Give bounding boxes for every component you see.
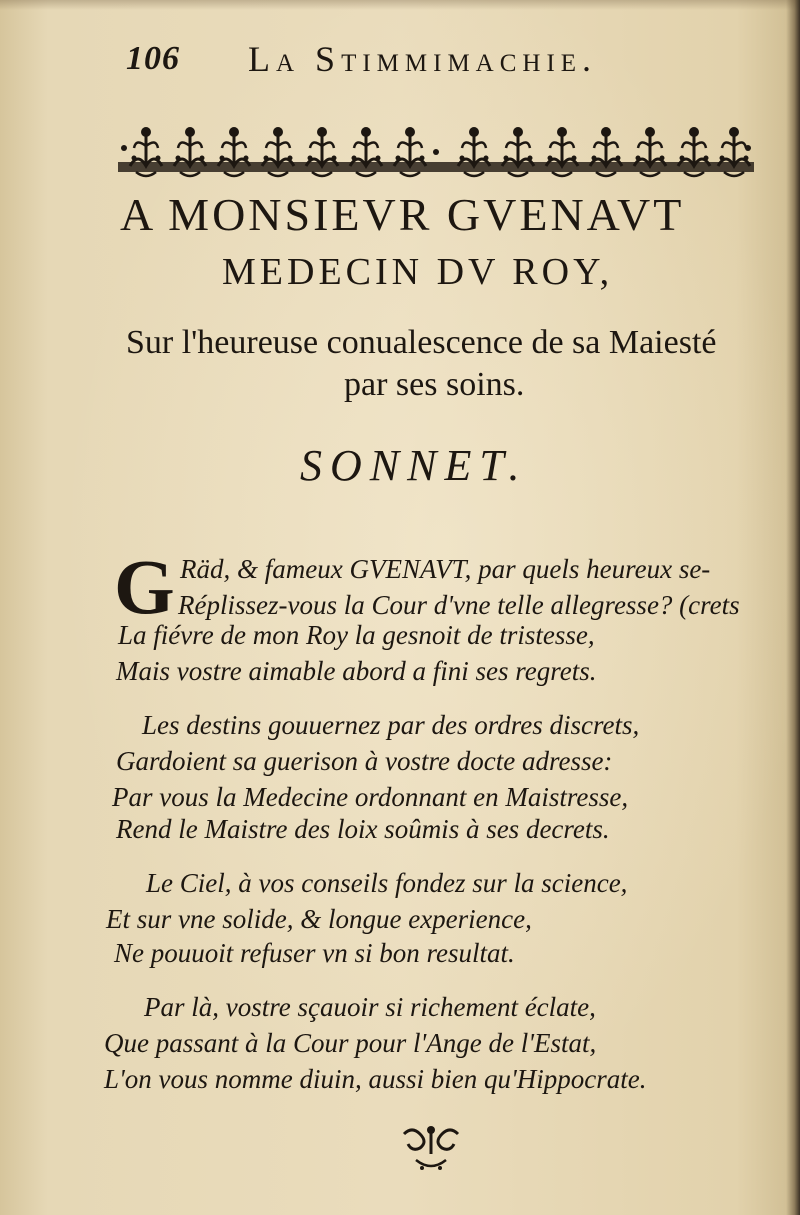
verse-line: Rend le Maistre des loix soûmis à ses decrets. (116, 814, 610, 844)
dedication-heading: A MONSIEVR GVENAVT (120, 189, 685, 240)
tailpiece-ornament-icon (398, 1124, 464, 1174)
subtitle-line: Sur l'heureuse conualescence de sa Maiesté (126, 324, 717, 361)
verse-line: Que passant à la Cour pour l'Ange de l'Estat, (104, 1028, 597, 1058)
verse-line: Ne pouuoit refuser vn si bon resultat. (114, 938, 515, 968)
poem-title: SONNET. (300, 441, 528, 490)
verse-line: Räd, & fameux GVENAVT, par quels heureux se- (180, 554, 711, 584)
verse-line: Par là, vostre sçauoir si richement éclate, (144, 992, 596, 1022)
verse-line: Et sur vne solide, & longue experience, (106, 904, 532, 934)
page-top-edge (0, 0, 800, 10)
subtitle-line: par ses soins. (344, 366, 525, 403)
verse-line: Le Ciel, à vos conseils fondez sur la science, (146, 868, 628, 898)
book-spine-shadow (786, 0, 800, 1215)
verse-line: Mais vostre aimable abord a fini ses regrets. (116, 656, 597, 686)
verse-line: Réplissez-vous la Cour d'vne telle allegresse? (crets (178, 590, 740, 620)
verse-line: Par vous la Medecine ordonnant en Maistresse, (112, 782, 629, 812)
verse-line: Les destins gouuernez par des ordres discrets, (142, 710, 640, 740)
verse-line: Gardoient sa guerison à vostre docte adresse: (116, 746, 613, 776)
page-number: 106 (126, 40, 180, 77)
verse-line: La fiévre de mon Roy la gesnoit de tristesse, (118, 620, 595, 650)
running-head: La Stimmimachie. (248, 39, 598, 79)
verse-line: L'on vous nomme diuin, aussi bien qu'Hippocrate. (104, 1064, 647, 1094)
drop-cap-initial: G (114, 543, 175, 630)
headpiece-ornament-icon (118, 122, 754, 186)
dedication-subheading: MEDECIN DV ROY, (222, 251, 614, 293)
